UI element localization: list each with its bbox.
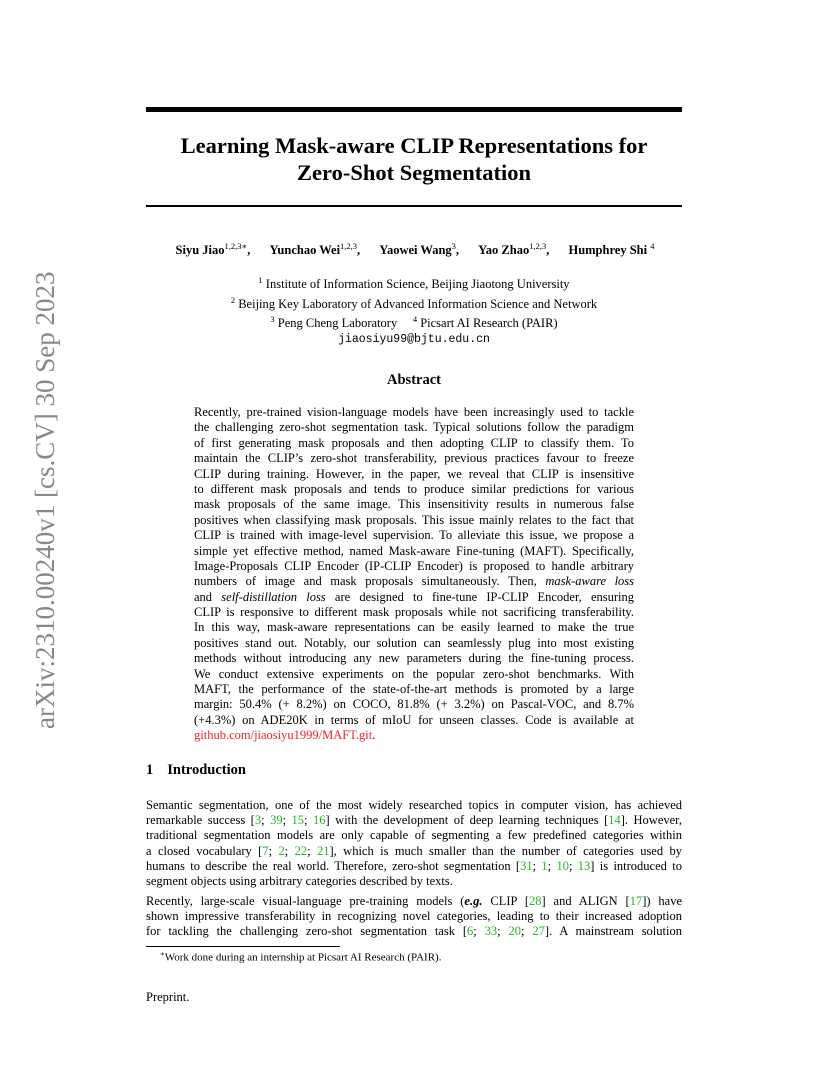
abstract-line: methods without introducing any new parameters during the fine-tuning process. xyxy=(194,651,634,666)
citation-link[interactable]: 39 xyxy=(270,813,283,828)
affiliation-1 xyxy=(146,273,682,293)
abstract-line: of first generating mask proposals and then adopting CLIP to classify them. To xyxy=(194,435,634,450)
affiliation-2 xyxy=(146,293,682,313)
abstract-line: CLIP is responsive to different mask proposals while not sacrificing transferability. xyxy=(194,605,634,620)
section-title: Introduction xyxy=(167,762,246,778)
author-separator: , xyxy=(546,243,550,258)
abstract-line: positives when classifying mask proposals. This issue mainly relates to the fact that xyxy=(194,512,634,527)
author-3 xyxy=(379,243,459,257)
abstract-text: . xyxy=(372,728,376,743)
text: ; xyxy=(473,924,485,939)
text: ; xyxy=(307,843,317,858)
author-affil-sup: 3 xyxy=(451,241,456,251)
paragraph-line xyxy=(146,894,682,909)
text: a closed vocabulary [ xyxy=(146,843,263,858)
affiliation-3-4 xyxy=(146,312,682,332)
author-separator: , xyxy=(357,243,361,258)
abstract-line: (+4.3%) on ADE20K in terms of mIoU for unseen classes. Code is available at xyxy=(194,712,634,727)
abstract-line: margin: 50.4% (+ 8.2%) on COCO, 81.8% (+ 3.2%) on Pascal-VOC, and 8.7% xyxy=(194,697,634,712)
paragraph-line xyxy=(146,844,682,859)
abstract-line: We conduct extensive experiments on the popular zero-shot benchmarks. With xyxy=(194,666,634,681)
text: ], which is much smaller than the number of categories used by xyxy=(329,843,682,858)
abstract-line xyxy=(194,590,634,605)
citation-link[interactable]: 13 xyxy=(577,858,591,873)
abstract-text: numbers of image and mask proposals simultaneously. Then, xyxy=(194,574,537,589)
affiliations xyxy=(146,273,682,347)
author-name: Humphrey Shi xyxy=(568,243,648,258)
abstract-text: are designed to fine-tune IP-CLIP Encoder, ensuring xyxy=(334,589,635,604)
author-affil-sup: 1,2,3 xyxy=(529,241,547,251)
abstract-body xyxy=(194,405,634,744)
abstract-line: to different mask proposals and tends to produce similar predictions for various xyxy=(194,481,634,496)
abstract-line xyxy=(194,728,634,743)
author-1 xyxy=(176,243,251,257)
title-top-rule xyxy=(146,107,682,112)
author-name: Yao Zhao xyxy=(478,243,530,258)
footnote xyxy=(160,950,441,964)
author-separator: , xyxy=(247,243,251,258)
author-name: Yaowei Wang xyxy=(379,243,452,258)
abstract-line xyxy=(194,574,634,589)
intro-paragraph-1 xyxy=(146,798,682,889)
paragraph-line xyxy=(146,813,682,828)
citation-link[interactable]: 14 xyxy=(608,813,621,828)
author-list xyxy=(120,241,710,258)
citation-link[interactable]: 21 xyxy=(316,843,330,858)
author-name: Yunchao Wei xyxy=(269,243,341,258)
intro-paragraph-2 xyxy=(146,894,682,940)
citation-link[interactable]: 28 xyxy=(529,894,542,908)
paragraph-line: segment objects using arbitrary categories described by texts. xyxy=(146,873,453,888)
abstract-line: mask proposals of the same image. This insensitivity results in numerous false xyxy=(194,497,634,512)
abstract-line: In this way, mask-aware representations can be easily learned to make the true xyxy=(194,620,634,635)
citation-link[interactable]: 33 xyxy=(484,924,498,939)
affil-number: 1 xyxy=(258,275,263,285)
text: ] is introduced to xyxy=(590,858,682,873)
author-affil-sup: 4 xyxy=(650,241,655,251)
abstract-line: the challenging zero-shot segmentation task. Typical solutions follow the paradigm xyxy=(194,420,634,435)
arxiv-identifier: arXiv:2310.00240v1 [cs.CV] 30 Sep 2023 xyxy=(30,271,60,729)
author-separator: , xyxy=(455,243,460,258)
citation-link[interactable]: 20 xyxy=(508,924,521,939)
text: ; xyxy=(497,924,509,939)
text: ; xyxy=(547,858,557,873)
text: ] with the development of deep learning techniques [ xyxy=(325,813,609,828)
affil-text: Beijing Key Laboratory of Advanced Information Science and Network xyxy=(238,296,598,311)
emphasis-term: self-distillation loss xyxy=(221,589,326,604)
citation-link[interactable]: 1 xyxy=(541,858,548,873)
footnote-text: Work done during an internship at Picsart AI Research (PAIR). xyxy=(164,951,442,964)
text: ; xyxy=(532,858,542,873)
text: ; xyxy=(282,813,292,828)
footnote-mark: ∗ xyxy=(160,950,165,958)
abstract-text: and xyxy=(194,589,213,604)
text: CLIP [ xyxy=(482,894,530,908)
text: ; xyxy=(568,858,578,873)
paragraph-line: shown impressive transferability in recognizing novel categories, leading to their increased adoption xyxy=(146,909,682,924)
citation-link[interactable]: 10 xyxy=(556,858,569,873)
author-affil-sup: 1,2,3 xyxy=(340,241,358,251)
citation-link[interactable]: 31 xyxy=(520,858,533,873)
author-affil-sup: 1,2,3 xyxy=(224,241,242,251)
text: ] and ALIGN [ xyxy=(541,894,630,908)
abstract-line: Image-Proposals CLIP Encoder (IP-CLIP Encoder) is proposed to handle arbitrary xyxy=(194,558,634,573)
abstract-line: CLIP during training. However, in the paper, we reveal that CLIP is insensitive xyxy=(194,466,634,481)
preprint-label: Preprint. xyxy=(146,990,190,1004)
footnote-mark: ∗ xyxy=(241,241,248,251)
author-4 xyxy=(478,243,549,257)
citation-link[interactable]: 2 xyxy=(278,843,285,858)
text: ]) have xyxy=(642,894,682,908)
citation-link[interactable]: 6 xyxy=(467,924,474,939)
title-bottom-rule xyxy=(146,205,682,207)
abstract-line: simple yet effective method, named Mask-aware Fine-tuning (MAFT). Specifically, xyxy=(194,543,634,558)
text: ; xyxy=(520,924,533,939)
paragraph-line: Semantic segmentation, one of the most widely researched topics in computer vision, has achieved xyxy=(146,798,682,812)
citation-link[interactable]: 27 xyxy=(532,924,545,939)
abstract-line: MAFT, the performance of the state-of-the-art methods is promoted by a large xyxy=(194,682,634,697)
text: ; xyxy=(268,843,279,858)
title-line-1: Learning Mask-aware CLIP Representations for xyxy=(180,133,648,158)
code-link[interactable]: github.com/jiaosiyu1999/MAFT.git xyxy=(194,728,373,743)
abstract-line: maintain the CLIP’s zero-shot transferability, previous practices favour to freeze xyxy=(194,451,634,466)
abstract-heading: Abstract xyxy=(387,372,441,388)
emphasis-term: mask-aware loss xyxy=(545,574,635,589)
citation-link[interactable]: 7 xyxy=(262,843,269,858)
paragraph-line xyxy=(146,924,682,939)
section-number: 1 xyxy=(146,762,154,778)
text: for tackling the challenging zero-shot segmentation task [ xyxy=(146,924,467,939)
text: ]. However, xyxy=(620,813,682,828)
affil-number: 4 xyxy=(412,314,418,325)
text: humans to describe the real world. Therefore, zero-shot segmentation [ xyxy=(146,858,521,873)
abstract-line: CLIP is trained with image-level supervision. To alleviate this issue, we propose a xyxy=(194,528,634,543)
emphasis-term: e.g. xyxy=(464,894,483,908)
text: ; xyxy=(284,843,295,858)
affil-text: Institute of Information Science, Beijing Jiaotong University xyxy=(265,277,570,292)
paragraph-line xyxy=(146,859,682,874)
title-line-2: Zero-Shot Segmentation xyxy=(297,160,531,185)
footnote-rule xyxy=(146,946,340,947)
author-5 xyxy=(568,243,654,257)
text: ; xyxy=(261,813,271,828)
affil-text: Peng Cheng Laboratory xyxy=(277,316,398,331)
text: ; xyxy=(304,813,314,828)
contact-email[interactable]: jiaosiyu99@bjtu.edu.cn xyxy=(338,332,490,346)
affil-text: Picsart AI Research (PAIR) xyxy=(420,316,558,331)
abstract-line: Recently, pre-trained vision-language models have been increasingly used to tackle xyxy=(194,405,634,419)
citation-link[interactable]: 3 xyxy=(254,813,262,828)
section-heading-introduction xyxy=(146,762,246,779)
affil-number: 2 xyxy=(230,294,236,305)
affil-number: 3 xyxy=(270,314,275,325)
author-2 xyxy=(270,243,361,257)
text: Recently, large-scale visual-language pre-training models ( xyxy=(146,894,465,908)
author-name: Siyu Jiao xyxy=(175,243,225,258)
citation-link[interactable]: 17 xyxy=(629,894,643,908)
abstract-line: positives stand out. Notably, our solution can seamlessly plug into most existing xyxy=(194,635,634,650)
paper-title xyxy=(146,132,682,186)
citation-link[interactable]: 15 xyxy=(291,813,305,828)
citation-link[interactable]: 22 xyxy=(294,843,308,858)
text: ]. A mainstream solution xyxy=(544,924,682,939)
paragraph-line: traditional segmentation models are only capable of segmenting a few predefined categories within xyxy=(146,828,682,843)
text: remarkable success [ xyxy=(146,813,255,828)
citation-link[interactable]: 16 xyxy=(313,813,326,828)
